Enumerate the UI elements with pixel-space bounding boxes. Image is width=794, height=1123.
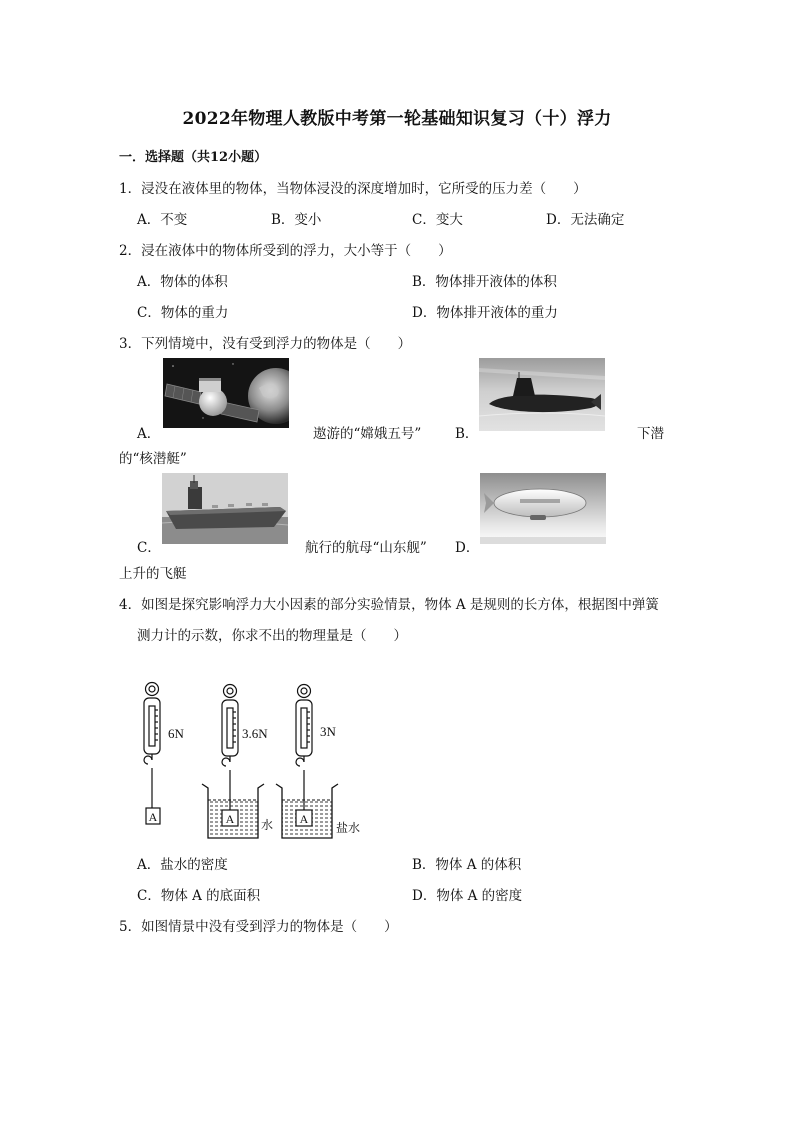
question-1-option-d[interactable]: D．无法确定 <box>546 212 625 228</box>
question-5-stem: 5．如图情景中没有受到浮力的物体是（ ） <box>119 919 398 935</box>
block-a-label-2: A <box>225 812 235 826</box>
spring-scale-1 <box>144 683 160 825</box>
question-2-stem: 2．浸在液体中的物体所受到的浮力，大小等于（ ） <box>119 243 452 259</box>
question-3-option-d-caption: 上升的飞艇 <box>119 566 187 582</box>
submarine-photo <box>479 358 605 431</box>
question-2-option-d[interactable]: D．物体排开液体的重力 <box>412 305 558 321</box>
spring-scale-2 <box>222 685 238 811</box>
water-label: 水 <box>261 818 274 832</box>
block-a-label-3: A <box>299 812 309 826</box>
spring-scale-3 <box>296 685 312 811</box>
buoyancy-experiment-diagram <box>130 676 380 842</box>
question-3-option-a-label[interactable]: A． <box>137 426 161 442</box>
question-4-option-a[interactable]: A．盐水的密度 <box>137 857 228 873</box>
question-3-option-d-label[interactable]: D． <box>455 540 480 556</box>
question-3-option-a-caption: 遨游的“嫦娥五号” <box>313 426 422 442</box>
question-2-option-c[interactable]: C．物体的重力 <box>137 305 229 321</box>
question-1-stem: 1．浸没在液体里的物体，当物体浸没的深度增加时，它所受的压力差（ ） <box>119 181 587 197</box>
reading-1-label: 6N <box>168 726 184 741</box>
reading-3-label: 3N <box>320 724 336 739</box>
reading-2-label: 3.6N <box>242 726 268 741</box>
chang-e-5-photo <box>163 358 289 428</box>
salt-water-label: 盐水 <box>336 821 361 835</box>
question-1-option-a[interactable]: A．不变 <box>137 212 188 228</box>
question-3-option-b-label[interactable]: B． <box>455 426 479 442</box>
airship-photo <box>480 473 606 544</box>
section-heading: 一．选择题（共12小题） <box>119 150 268 165</box>
beaker-salt-water <box>276 784 338 838</box>
question-3-option-c-label[interactable]: C． <box>137 540 161 556</box>
question-2-option-a[interactable]: A．物体的体积 <box>137 274 228 290</box>
beaker-water <box>202 784 264 838</box>
question-4-option-b[interactable]: B．物体 A 的体积 <box>412 857 522 873</box>
question-1-option-b[interactable]: B．变小 <box>271 212 322 228</box>
question-4-stem-line-2: 测力计的示数，你求不出的物理量是（ ） <box>137 628 407 644</box>
page-title: 2022年物理人教版中考第一轮基础知识复习（十）浮力 <box>182 109 612 129</box>
aircraft-carrier-photo <box>162 473 288 544</box>
question-2-option-b[interactable]: B．物体排开液体的体积 <box>412 274 557 290</box>
question-1-option-c[interactable]: C．变大 <box>412 212 463 228</box>
question-3-option-c-caption: 航行的航母“山东舰” <box>305 540 427 556</box>
question-4-option-c[interactable]: C．物体 A 的底面积 <box>137 888 261 904</box>
block-a-label-1: A <box>148 810 158 824</box>
question-4-option-d[interactable]: D．物体 A 的密度 <box>412 888 523 904</box>
question-3-option-b-caption-1: 下潜 <box>637 426 664 442</box>
question-3-option-b-caption-2: 的“核潜艇” <box>119 451 187 467</box>
question-4-stem-line-1: 4．如图是探究影响浮力大小因素的部分实验情景，物体 A 是规则的长方体，根据图中弹簧 <box>119 597 659 613</box>
question-3-stem: 3．下列情境中，没有受到浮力的物体是（ ） <box>119 336 412 352</box>
